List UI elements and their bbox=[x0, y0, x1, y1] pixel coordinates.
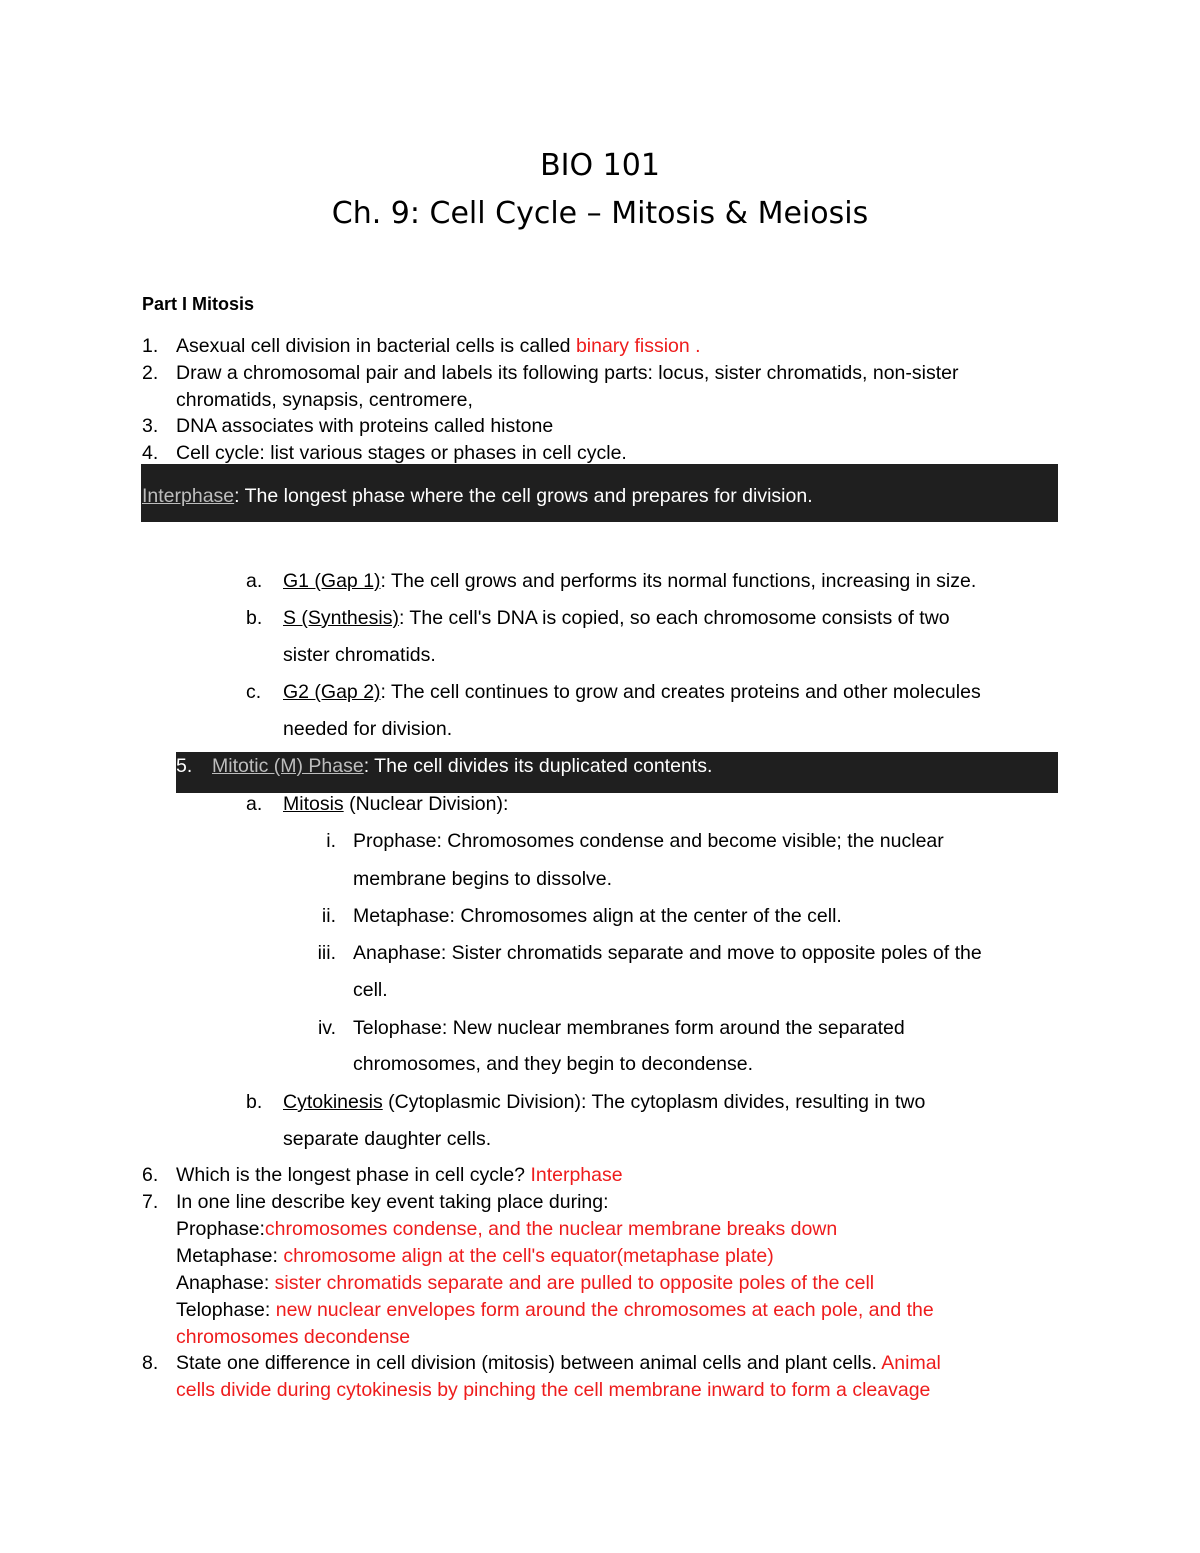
telophase-item-line2: chromosomes, and they begin to decondense. bbox=[353, 1053, 754, 1075]
cytokinesis-text: (Cytoplasmic Division): The cytoplasm divides, resulting in two bbox=[382, 1091, 926, 1113]
mitosis-marker: a. bbox=[246, 793, 263, 815]
q4-number: 4. bbox=[142, 442, 159, 464]
cytokinesis-marker: b. bbox=[246, 1091, 263, 1113]
q7-metaphase-answer: chromosome align at the cell's equator(metaphase plate) bbox=[283, 1245, 774, 1267]
s-label: S (Synthesis) bbox=[283, 607, 399, 629]
q1-text: Asexual cell division in bacterial cells is called bbox=[176, 335, 576, 357]
g2-marker: c. bbox=[246, 681, 262, 703]
prophase-item: Prophase: Chromosomes condense and become visible; the nuclear bbox=[353, 830, 944, 852]
prophase-marker: i. bbox=[326, 830, 336, 852]
question-6 bbox=[176, 1163, 623, 1187]
telophase-item: Telophase: New nuclear membranes form around the separated bbox=[353, 1017, 905, 1039]
q8-text: State one difference in cell division (mitosis) between animal cells and plant cells. bbox=[176, 1352, 882, 1374]
g1-item bbox=[283, 569, 976, 593]
s-text: : The cell's DNA is copied, so each chromosome consists of two bbox=[398, 607, 950, 629]
q3-number: 3. bbox=[142, 415, 159, 437]
cytokinesis-item-line2: separate daughter cells. bbox=[283, 1128, 492, 1150]
prophase-item-line2: membrane begins to dissolve. bbox=[353, 868, 613, 890]
q5-number: 5. bbox=[176, 755, 193, 777]
s-marker: b. bbox=[246, 607, 263, 629]
q7-prophase bbox=[176, 1217, 837, 1241]
q7-anaphase-answer: sister chromatids separate and are pulled to opposite poles of the cell bbox=[274, 1272, 875, 1294]
chapter-title: Ch. 9: Cell Cycle – Mitosis & Meiosis bbox=[331, 196, 869, 231]
q7-metaphase-label: Metaphase: bbox=[176, 1245, 284, 1267]
g1-label: G1 (Gap 1) bbox=[283, 570, 381, 592]
q2-number: 2. bbox=[142, 362, 159, 384]
section-heading: Part I Mitosis bbox=[142, 294, 255, 314]
question-2-line2: chromatids, synapsis, centromere, bbox=[176, 389, 473, 411]
anaphase-item-line2: cell. bbox=[353, 979, 388, 1001]
anaphase-marker: iii. bbox=[317, 942, 336, 964]
interphase-line bbox=[142, 484, 813, 508]
q6-number: 6. bbox=[142, 1164, 159, 1186]
g1-text: : The cell grows and performs its normal functions, increasing in size. bbox=[380, 570, 977, 592]
interphase-label: Interphase bbox=[142, 485, 235, 507]
q7-telophase bbox=[176, 1298, 934, 1322]
s-item bbox=[283, 606, 950, 630]
q6-answer: Interphase bbox=[530, 1164, 623, 1186]
mitotic-phase-text: : The cell divides its duplicated contents. bbox=[363, 755, 713, 777]
question-7: In one line describe key event taking place during: bbox=[176, 1191, 609, 1213]
question-3: DNA associates with proteins called histone bbox=[176, 415, 554, 437]
mitosis-text: (Nuclear Division): bbox=[343, 793, 509, 815]
q8-answer: Animal bbox=[881, 1352, 941, 1374]
q7-telophase-label: Telophase: bbox=[176, 1299, 276, 1321]
q1-number: 1. bbox=[142, 335, 159, 357]
q1-tail: . bbox=[689, 335, 701, 357]
q7-telophase-answer-line2: chromosomes decondense bbox=[176, 1326, 411, 1348]
q7-metaphase bbox=[176, 1244, 774, 1268]
g2-item-line2: needed for division. bbox=[283, 718, 453, 740]
q8-number: 8. bbox=[142, 1352, 159, 1374]
telophase-marker: iv. bbox=[317, 1017, 336, 1039]
mitosis-label: Mitosis bbox=[283, 793, 344, 815]
q1-answer: binary fission bbox=[575, 335, 690, 357]
anaphase-item: Anaphase: Sister chromatids separate and move to opposite poles of the bbox=[353, 942, 982, 964]
q6-text: Which is the longest phase in cell cycle? bbox=[176, 1164, 531, 1186]
interphase-text: : The longest phase where the cell grows and prepares for division. bbox=[234, 485, 813, 507]
q7-anaphase-label: Anaphase: bbox=[176, 1272, 275, 1294]
question-4: Cell cycle: list various stages or phases in cell cycle. bbox=[176, 442, 627, 464]
question-8 bbox=[176, 1351, 941, 1375]
cytokinesis-label: Cytokinesis bbox=[283, 1091, 383, 1113]
metaphase-marker: ii. bbox=[321, 905, 336, 927]
q7-prophase-label: Prophase: bbox=[176, 1218, 265, 1240]
cytokinesis-item bbox=[283, 1090, 925, 1114]
g2-item bbox=[283, 680, 981, 704]
q7-anaphase bbox=[176, 1271, 874, 1295]
q7-prophase-answer: chromosomes condense, and the nuclear membrane breaks down bbox=[264, 1218, 838, 1240]
question-2-line1: Draw a chromosomal pair and labels its following parts: locus, sister chromatids, non-sister bbox=[176, 362, 959, 384]
q8-answer-line2: cells divide during cytokinesis by pinching the cell membrane inward to form a cleavage bbox=[176, 1379, 931, 1401]
q7-number: 7. bbox=[142, 1191, 159, 1213]
g2-label: G2 (Gap 2) bbox=[283, 681, 381, 703]
g1-marker: a. bbox=[246, 570, 263, 592]
metaphase-item: Metaphase: Chromosomes align at the center of the cell. bbox=[353, 905, 842, 927]
g2-text: : The cell continues to grow and creates proteins and other molecules bbox=[380, 681, 981, 703]
q7-telophase-answer: new nuclear envelopes form around the chromosomes at each pole, and the bbox=[275, 1299, 934, 1321]
mitotic-phase-line bbox=[212, 754, 712, 778]
mitosis-item bbox=[283, 792, 508, 816]
s-item-line2: sister chromatids. bbox=[283, 644, 436, 666]
mitotic-phase-label: Mitotic (M) Phase bbox=[212, 755, 364, 777]
question-1 bbox=[176, 334, 701, 358]
course-title: BIO 101 bbox=[540, 148, 660, 183]
